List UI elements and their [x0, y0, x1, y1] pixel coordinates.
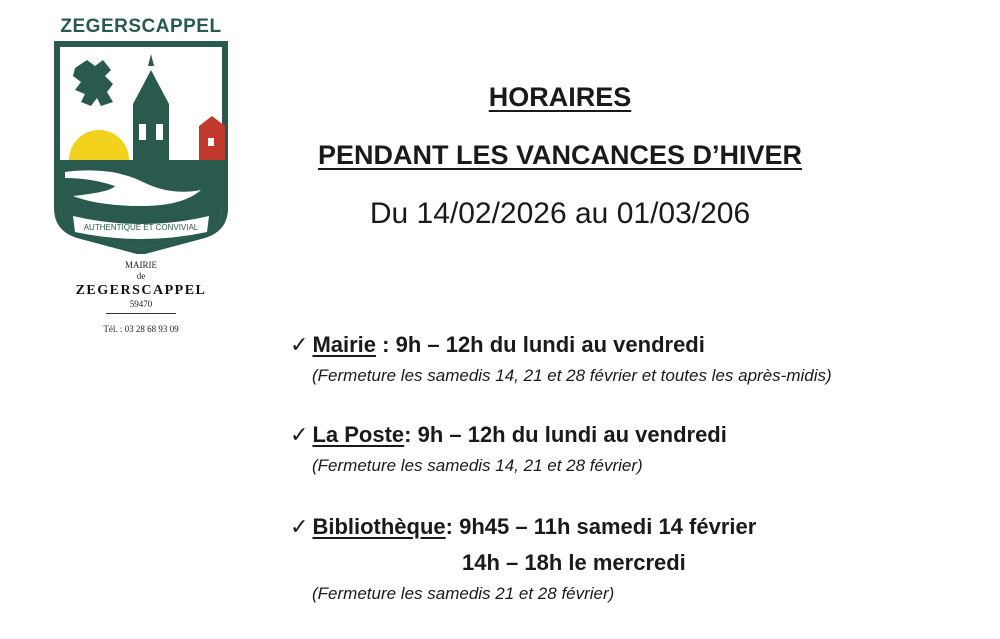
check-icon: ✓ [290, 422, 309, 447]
item-bibliotheque [290, 514, 756, 604]
page-subtitle: PENDANT LES VANCANCES D’HIVER [317, 140, 803, 170]
item-mairie [290, 332, 832, 386]
mairie-line1: MAIRIE [125, 260, 157, 270]
divider [106, 313, 176, 314]
item-label: Bibliothèque [312, 514, 446, 539]
mairie-postcode: 59470 [129, 299, 153, 309]
item-note: (Fermeture les samedis 14, 21 et 28 février et toutes les après-midis) [312, 366, 832, 385]
check-icon: ✓ [290, 332, 309, 357]
mairie-contact [48, 260, 234, 334]
item-note: (Fermeture les samedis 21 et 28 février) [312, 584, 615, 603]
town-logo [48, 14, 234, 334]
item-label: La Poste [312, 422, 405, 447]
logo-title: ZEGERSCAPPEL [60, 16, 222, 37]
logo-motto: AUTHENTIQUE ET CONVIVIAL [83, 223, 199, 232]
item-la-poste [290, 422, 727, 476]
item-label: Mairie [312, 332, 377, 357]
mairie-name: ZEGERSCAPPEL [75, 283, 207, 298]
item-hours: : 9h45 – 11h samedi 14 février [445, 514, 757, 539]
item-hours-2: 14h – 18h le mercredi [462, 550, 686, 575]
item-note: (Fermeture les samedis 14, 21 et 28 février) [312, 456, 643, 475]
mairie-line2: de [136, 271, 146, 281]
page-title: HORAIRES [488, 82, 632, 112]
item-hours: : 9h – 12h du lundi au vendredi [404, 422, 727, 447]
mairie-tel: Tél. : 03 28 68 93 09 [103, 324, 179, 334]
item-hours: : 9h – 12h du lundi au vendredi [376, 332, 705, 357]
check-icon: ✓ [290, 514, 309, 539]
date-range: Du 14/02/2026 au 01/03/206 [369, 197, 751, 230]
